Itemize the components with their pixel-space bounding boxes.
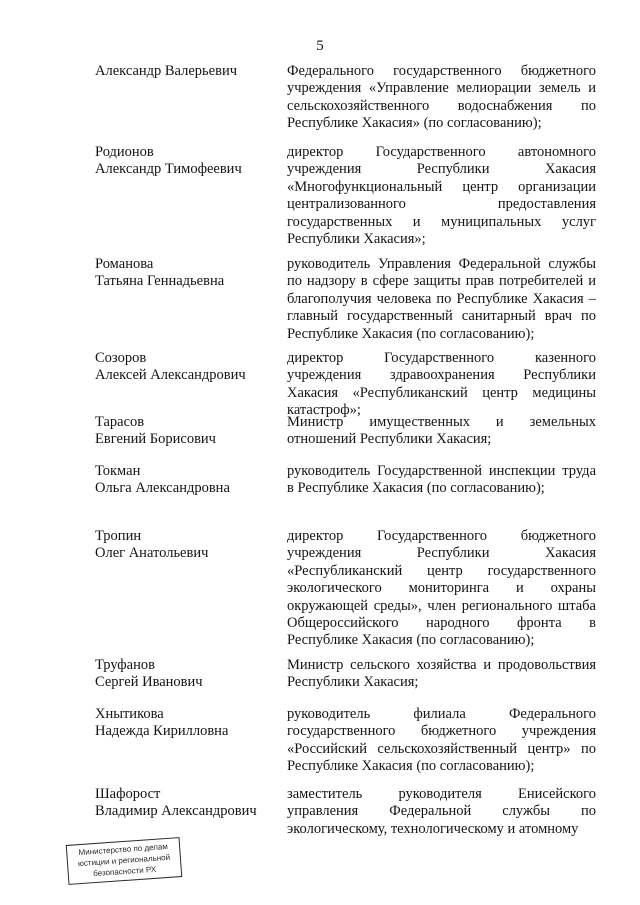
member-role: Федерального государственного бюджетного учреждения «Управление мелиорации земель и сельскохозяйственного водоснабжения по Республике Хакасия» (по согласованию);: [287, 63, 596, 132]
stamp-line: безопасности РХ: [92, 864, 157, 879]
member-role: руководитель филиала Федерального государственного бюджетного учреждения «Российский сельскохозяйственный центр» по Республике Хакасия (по согласованию);: [287, 706, 596, 775]
stamp-line: юстиции и региональной: [77, 852, 171, 869]
member-name: Токман Ольга Александровна: [95, 463, 230, 497]
member-name: Тарасов Евгений Борисович: [95, 414, 216, 448]
member-name: Созоров Алексей Александрович: [95, 350, 246, 384]
page-number: 5: [316, 38, 324, 54]
member-name: Александр Валерьевич: [95, 63, 237, 79]
member-role: директор Государственного бюджетного учреждения Республики Хакасия «Республиканский центр государственного экологического мониторинга и охраны окружающей среды», член регионального штаба Общероссийского народного фронта в Республике Хакасия (по согласованию);: [287, 528, 596, 649]
registration-stamp: [66, 837, 183, 885]
member-role: Министр сельского хозяйства и продовольствия Республики Хакасия;: [287, 657, 596, 691]
member-role: руководитель Управления Федеральной службы по надзору в сфере защиты прав потребителей и благополучия человека по Республике Хакасия – главный государственный санитарный врач по Республике Хакасия (по согласованию);: [287, 256, 596, 342]
member-role: директор Государственного автономного учреждения Республики Хакасия «Многофункциональный центр организации централизованного предоставления государственных и муниципальных услуг Республики Хакасия»;: [287, 144, 596, 248]
member-name: Тропин Олег Анатольевич: [95, 528, 209, 562]
member-role: директор Государственного казенного учреждения здравоохранения Республики Хакасия «Республиканский центр медицины катастроф»;: [287, 350, 596, 419]
member-name: Труфанов Сергей Иванович: [95, 657, 203, 691]
member-role: Министр имущественных и земельных отношений Республики Хакасия;: [287, 414, 596, 448]
stamp-line: Министерство по делам: [78, 841, 169, 858]
member-name: Шафорост Владимир Александрович: [95, 786, 257, 820]
member-name: Хнытикова Надежда Кирилловна: [95, 706, 229, 740]
member-role: заместитель руководителя Енисейского управления Федеральной службы по экологическому, технологическому и атомному: [287, 786, 596, 837]
member-name: Романова Татьяна Геннадьевна: [95, 256, 225, 290]
member-name: Родионов Александр Тимофеевич: [95, 144, 242, 178]
member-role: руководитель Государственной инспекции труда в Республике Хакасия (по согласованию);: [287, 463, 596, 497]
